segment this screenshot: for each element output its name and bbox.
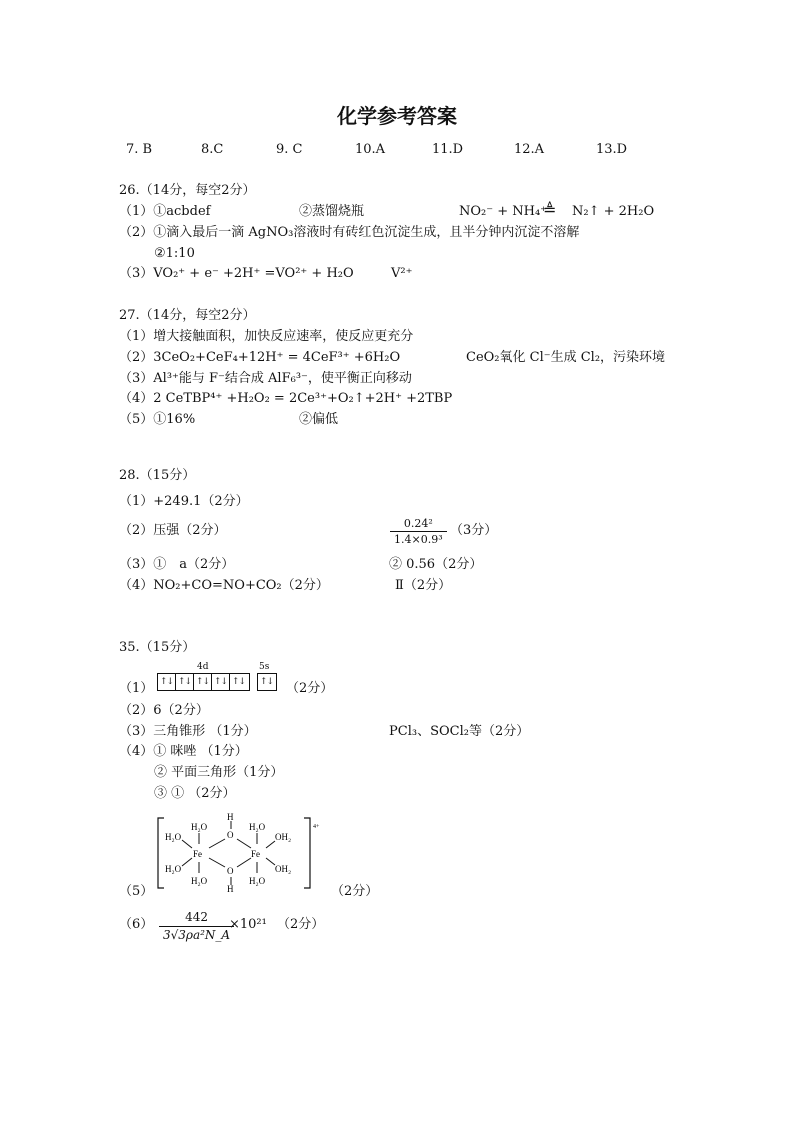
q35-line1-label: （1） — [119, 681, 154, 696]
q35-line1-score: （2分） — [286, 681, 334, 696]
q26-line4-equation: （3）VO₂⁺ + e⁻ +2H⁺ =VO²⁺ + H₂O — [119, 266, 354, 281]
q35-line3-part2: PCl₃、SOCl₂等（2分） — [389, 724, 530, 739]
q26-line4-answer: V²⁺ — [391, 266, 413, 281]
density-multiplier: ×10²¹ — [229, 917, 267, 932]
atom-labels — [165, 812, 291, 894]
orbital-cell-4d-2: ↑↓ — [176, 674, 194, 690]
q27-line2-answer: CeO₂氧化 Cl⁻生成 Cl₂，污染环境 — [466, 350, 666, 365]
q35-line4a: （4）① 咪唑 （1分） — [119, 744, 248, 759]
right-bracket — [304, 818, 310, 888]
q27-line4: （4）2 CeTBP⁴⁺ +H₂O₂ = 2Ce³⁺+O₂↑+2H⁺ +2TBP — [119, 391, 453, 406]
mc-answer-13: 13.D — [596, 142, 628, 157]
mc-answer-12: 12.A — [514, 142, 545, 157]
q35-line6-label: （6） — [119, 917, 154, 932]
q27-line3: （3）Al³⁺能与 F⁻结合成 AlF₆³⁻，使平衡正向移动 — [119, 371, 412, 386]
oh2-ligand-2: OH₂ — [275, 864, 292, 874]
q35-line4c: ③ ① （2分） — [154, 786, 236, 801]
bridge-h-bottom: H — [227, 884, 234, 894]
q26-line2: （2）①滴入最后一滴 AgNO₃溶液时有砖红色沉淀生成，且半分钟内沉淀不溶解 — [119, 225, 580, 240]
density-fraction-numerator: 442 — [185, 910, 208, 924]
orbital-cell-4d-4: ↑↓ — [212, 674, 230, 690]
q28-fraction-numerator: 0.24² — [403, 517, 433, 530]
q27-heading: 27.（14分，每空2分） — [119, 308, 256, 323]
h2o-ligand-5: H₂O — [249, 822, 266, 832]
density-fraction-denominator: 3√3ρa²N_A — [159, 926, 234, 943]
q26-heading: 26.（14分，每空2分） — [119, 183, 256, 198]
q28-fraction-denominator: 1.4×0.9³ — [390, 531, 447, 546]
fe-atom-1: Fe — [193, 849, 202, 859]
fe-atom-2: Fe — [251, 849, 260, 859]
bridge-o-top: O — [227, 830, 234, 840]
q35-line2: （2）6（2分） — [119, 703, 209, 718]
q35-line3-part1: （3）三角锥形 （1分） — [119, 724, 257, 739]
orbital-cell-5s: ↑↓ — [259, 677, 274, 687]
q26-line1-part1: （1）①acbdef — [119, 204, 211, 219]
q35-line4b: ② 平面三角形（1分） — [154, 765, 284, 780]
mc-answer-10: 10.A — [355, 142, 386, 157]
orbital-box-5s — [257, 673, 277, 691]
q28-fraction — [390, 517, 447, 546]
q26-line3: ②1:10 — [154, 246, 195, 261]
mc-answer-9: 9. C — [276, 142, 303, 157]
q28-line4-part1: （4）NO₂+CO=NO+CO₂（2分） — [119, 578, 329, 593]
q28-line1: （1）+249.1（2分） — [119, 494, 249, 509]
q28-line3-part1: （3）① a（2分） — [119, 557, 235, 572]
left-bracket — [158, 818, 164, 888]
orbital-cell-4d-3: ↑↓ — [194, 674, 212, 690]
q26-line1-equation-left: NO₂⁻ + NH₄⁺ — [459, 204, 548, 219]
oh2-ligand-1: OH₂ — [275, 832, 292, 842]
h2o-ligand-4: H₂O — [191, 876, 208, 886]
q27-line5-part2: ②偏低 — [299, 412, 339, 427]
bridge-h-top: H — [227, 812, 234, 822]
mc-answer-7: 7. B — [126, 142, 153, 157]
complex-charge: 4+ — [313, 824, 320, 830]
h2o-ligand-2: H₂O — [165, 832, 182, 842]
orbital-box-4d — [157, 673, 250, 691]
q35-line6-score: （2分） — [277, 917, 325, 932]
heat-equilibrium-sign: ≜ — [543, 200, 557, 219]
q27-line5-part1: （5）①16% — [119, 412, 196, 427]
q28-line2-score: （3分） — [450, 523, 498, 538]
q26-line1-part2: ②蒸馏烧瓶 — [299, 204, 365, 219]
q27-line1: （1）增大接触面积，加快反应速率，使反应更充分 — [119, 329, 414, 344]
q28-line4-part2: Ⅱ（2分） — [395, 578, 452, 593]
h2o-ligand-3: H₂O — [165, 864, 182, 874]
q28-heading: 28.（15分） — [119, 468, 196, 483]
q27-line2-equation: （2）3CeO₂+CeF₄+12H⁺ = 4CeF³⁺ +6H₂O — [119, 350, 401, 365]
h2o-ligand-6: H₂O — [249, 876, 266, 886]
orbital-cell-4d-5: ↑↓ — [231, 677, 246, 687]
h2o-ligand-1: H₂O — [191, 822, 208, 832]
orbital-4d-label: 4d — [197, 662, 209, 672]
iron-complex-structure — [156, 812, 326, 894]
q28-line3-part2: ② 0.56（2分） — [389, 557, 483, 572]
page-title: 化学参考答案 — [337, 104, 457, 128]
mc-answer-11: 11.D — [432, 142, 464, 157]
q35-line5-label: （5） — [119, 884, 154, 899]
q28-line2-part1: （2）压强（2分） — [119, 523, 227, 538]
mc-answer-8: 8.C — [201, 142, 224, 157]
orbital-5s-label: 5s — [259, 662, 270, 672]
density-fraction — [159, 910, 234, 943]
q26-line1-equation-right: N₂↑ + 2H₂O — [572, 204, 655, 219]
q35-heading: 35.（15分） — [119, 640, 196, 655]
q35-line5-score: （2分） — [331, 884, 379, 899]
orbital-cell-4d-1: ↑↓ — [158, 674, 176, 690]
bridge-o-bottom: O — [227, 866, 234, 876]
